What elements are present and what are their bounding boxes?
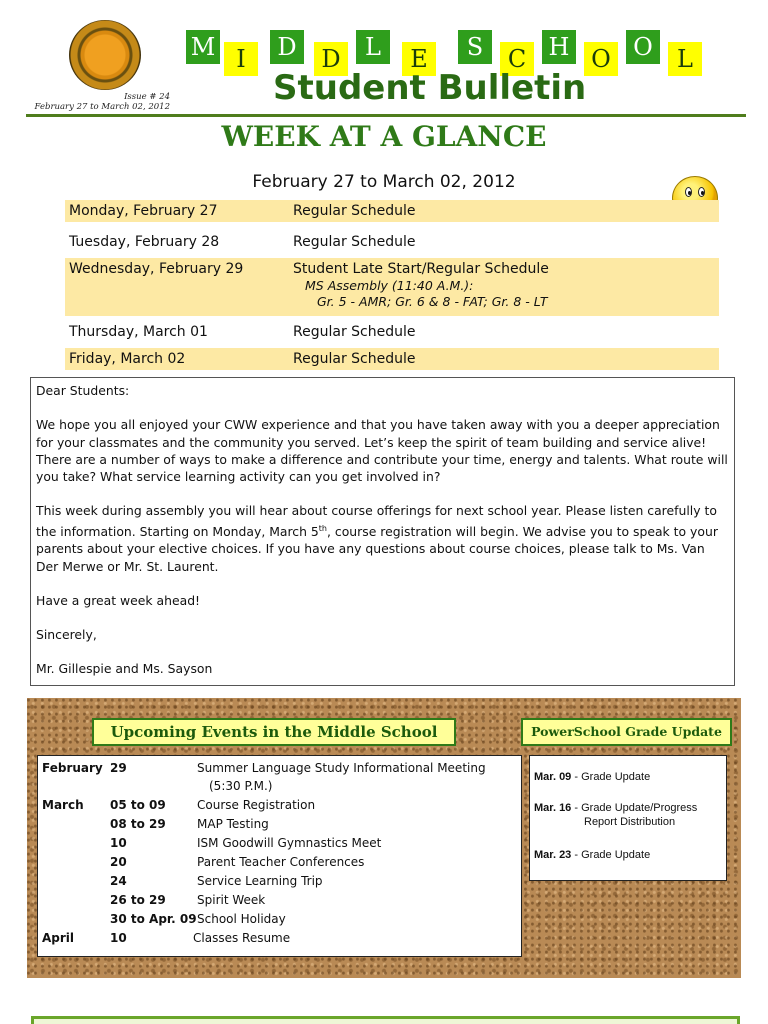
event-name: Parent Teacher Conferences <box>197 855 365 869</box>
update-date: Mar. 09 <box>534 771 572 783</box>
letter-paragraph <box>36 502 729 574</box>
schedule-event: Regular Schedule <box>293 203 416 219</box>
schedule-row <box>65 258 719 316</box>
schedule-event: Regular Schedule <box>293 351 416 367</box>
powerschool-updates <box>529 755 727 881</box>
issue-dates: February 27 to March 02, 2012 <box>34 102 170 112</box>
letter-tile: L <box>356 30 390 64</box>
event-date: 05 to 09 <box>110 798 166 812</box>
event-date: 30 to Apr. 09 <box>110 912 197 926</box>
event-name: Classes Resume <box>193 931 291 945</box>
event-name: Spirit Week <box>197 893 266 907</box>
next-section-box <box>31 1016 740 1024</box>
schedule-detail: MS Assembly (11:40 A.M.): <box>305 278 474 293</box>
schedule-event: Regular Schedule <box>293 234 416 250</box>
schedule-detail: Gr. 5 - AMR; Gr. 6 & 8 - FAT; Gr. 8 - LT <box>317 294 548 309</box>
letter-tile: O <box>584 42 618 76</box>
letter-tile: I <box>224 42 258 76</box>
letter-superscript: th <box>318 523 328 533</box>
event-date: 26 to 29 <box>110 893 166 907</box>
letter-paragraph: Have a great week ahead! <box>36 592 201 608</box>
event-month: February <box>42 761 103 775</box>
update-date: Mar. 16 <box>534 802 572 814</box>
update-text: - Grade Update <box>574 771 651 783</box>
schedule-day: Friday, March 02 <box>69 351 186 367</box>
letter-tile: E <box>402 42 436 76</box>
header-divider <box>26 114 746 117</box>
letter-tile: H <box>542 30 576 64</box>
issue-number: Issue # 24 <box>124 92 170 102</box>
weekly-schedule <box>65 200 719 370</box>
update-text-continued: Report Distribution <box>584 816 676 828</box>
schedule-event: Student Late Start/Regular Schedule <box>293 261 549 277</box>
date-range: February 27 to March 02, 2012 <box>252 172 516 192</box>
letter-salutation: Dear Students: <box>36 383 130 398</box>
letter-text: , course registration will begin. We advise you to speak to your parents about your elective choices. If you have any questions about course choices, please talk to Ms. Van Der Merwe or Mr. St. Laurent. <box>36 523 718 574</box>
event-month: March <box>42 798 84 812</box>
letter-closing: Sincerely, <box>36 627 97 643</box>
week-at-a-glance-heading: WEEK AT A GLANCE <box>221 120 547 153</box>
event-name: Service Learning Trip <box>197 874 323 888</box>
letter-paragraph: We hope you all enjoyed your CWW experience and that you have taken away with you a deeper appreciation for your classmates and the community you served. Let’s keep the spirit of team building and service alive! There are a number of ways to make a difference and contribute your time, energy and talents. What route will you take? What service learning activity can you get involved in? <box>36 417 728 485</box>
schedule-day: Thursday, March 01 <box>69 324 208 340</box>
list-item <box>534 801 724 829</box>
schedule-day: Tuesday, February 28 <box>69 234 220 250</box>
schedule-row <box>65 231 719 253</box>
smiley-eye <box>685 187 692 197</box>
schedule-event: Regular Schedule <box>293 324 416 340</box>
principals-letter <box>30 377 735 686</box>
event-date: 10 <box>110 836 127 850</box>
event-date: 08 to 29 <box>110 817 166 831</box>
seal-text <box>69 20 141 90</box>
event-note: (5:30 P.M.) <box>209 779 273 793</box>
event-date: 10 <box>110 931 127 945</box>
issue-info <box>26 92 170 112</box>
event-date: 29 <box>110 761 127 775</box>
schedule-day: Wednesday, February 29 <box>69 261 244 277</box>
letter-tile: C <box>500 42 534 76</box>
update-date: Mar. 23 <box>534 849 572 861</box>
powerschool-title: PowerSchool Grade Update <box>521 718 732 746</box>
schedule-row <box>65 348 719 370</box>
event-date: 24 <box>110 874 127 888</box>
letter-tile: O <box>626 30 660 64</box>
update-text: - Grade Update/Progress <box>574 802 698 814</box>
upcoming-events-list <box>37 755 522 957</box>
letter-tile: D <box>314 42 348 76</box>
event-name: Summer Language Study Informational Meeting <box>197 761 486 775</box>
letter-tile: S <box>458 30 492 64</box>
bulletin-title: Student Bulletin <box>273 68 587 108</box>
event-name: Course Registration <box>197 798 316 812</box>
schedule-row <box>65 200 719 222</box>
update-text: - Grade Update <box>574 849 651 861</box>
letter-tile: D <box>270 30 304 64</box>
letter-text: This week during assembly you will hear about course offerings for next school year. Please listen carefully to the information. Starting on Monday, March 5 <box>36 503 717 539</box>
smiley-eye <box>698 187 705 197</box>
letter-signature: Mr. Gillespie and Ms. Sayson <box>36 661 213 677</box>
schedule-day: Monday, February 27 <box>69 203 218 219</box>
letter-tile: L <box>668 42 702 76</box>
letter-tile: M <box>186 30 220 64</box>
schedule-event-block <box>289 258 719 312</box>
event-name: School Holiday <box>197 912 286 926</box>
school-seal-logo <box>69 20 141 90</box>
event-date: 20 <box>110 855 127 869</box>
event-name: MAP Testing <box>197 817 269 831</box>
list-item <box>534 848 724 862</box>
event-month: April <box>42 931 75 945</box>
list-item <box>534 770 724 784</box>
event-name: ISM Goodwill Gymnastics Meet <box>197 836 382 850</box>
schedule-row <box>65 321 719 343</box>
upcoming-events-title: Upcoming Events in the Middle School <box>92 718 456 746</box>
